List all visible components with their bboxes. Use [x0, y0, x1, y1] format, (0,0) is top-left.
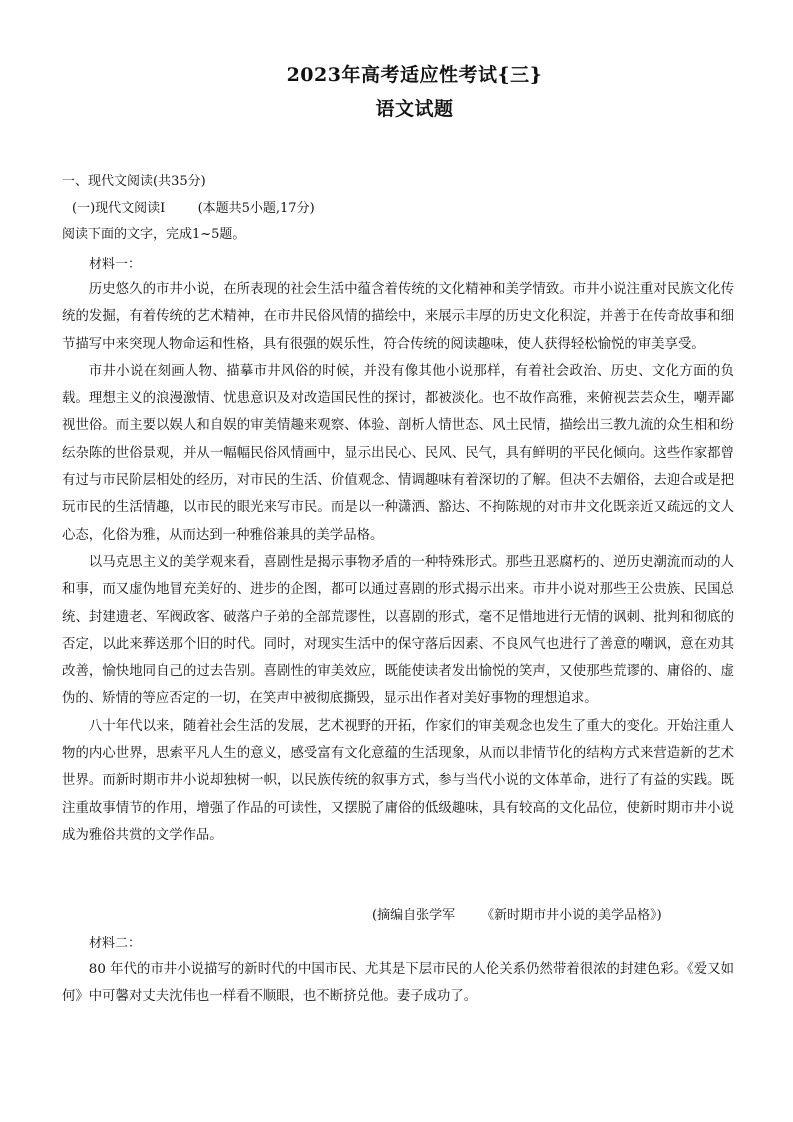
material1-paragraph: 以马克思主义的美学观来看，喜剧性是揭示事物矛盾的一种特殊形式。那些丑恶腐朽的、逆历史潮流而动的人和事，而又虚伪地冒充美好的、进步的企图，都可以通过喜剧的形式揭示出来。市井小说对那些王公贵族、民国总统、封建遗老、军阀政客、破落户子弟的全部荒谬性，以喜剧的形式，毫不足惜地进行无情的讽刺、批判和彻底的否定，以此来葬送那个旧的时代。同时，对现实生活中的保守落后因素、不良风气也进行了善意的嘲讽，意在劝其改善，愉快地同自己的过去告别。喜剧性的审美效应，既能使读者发出愉悦的笑声，又使那些荒谬的、庸俗的、虚伪的、矫情的等应否定的一切，在笑声中被彻底撕毁，显示出作者对美好事物的理想追求。 — [62, 554, 734, 707]
reading-instruction: 阅读下面的文字，完成1~5题。 — [62, 227, 246, 242]
material1-body — [62, 276, 734, 849]
subsection-title: (一)现代文阅读Ⅰ — [72, 201, 166, 216]
material1-paragraph: 历史悠久的市井小说，在所表现的社会生活中蕴含着传统的文化精神和美学情致。市井小说注重对民族文化传统的发掘，有着传统的艺术精神，在市井民俗风情的描绘中，来展示丰厚的历史文化积淀，并善于在传奇故事和细节描写中来突现人物命运和性格，具有很强的娱乐性，符合传统的阅读趣味，使人获得轻松愉悦的审美享受。 — [62, 282, 734, 352]
subsection-heading — [72, 197, 315, 216]
subsection-note: (本题共5小题,17分) — [197, 201, 315, 216]
material1-source — [372, 904, 662, 923]
exam-title: 2023年高考适应性考试{三} — [286, 64, 543, 86]
material1-label: 材料一： — [89, 257, 142, 272]
material2-paragraph: 80 年代的市井小说描写的新时代的中国市民、尤其是下层市民的人伦关系仍然带着很浓的封建色彩。《爱又如何》中可馨对丈夫沈伟也一样看不顺眼，也不断挤兑他。妻子成功了。 — [62, 962, 734, 1005]
material2-label: 材料二： — [89, 936, 142, 951]
material1-paragraph: 八十年代以来，随着社会生活的发展，艺术视野的开拓，作家们的审美观念也发生了重大的变化。开始注重人物的内心世界，思索平凡人生的意义，感受富有文化意蕴的生活现象，从而以非情节化的结构方式来营造新的艺术世界。而新时期市井小说却独树一帜，以民族传统的叙事方式，参与当代小说的文体革命，进行了有益的实践。既注重故事情节的作用，增强了作品的可读性，又摆脱了庸俗的低级趣味，具有较高的文化品位，使新时期市井小说成为雅俗共赏的文学作品。 — [62, 718, 734, 843]
source-author: (摘编自张学军 — [372, 908, 456, 923]
material1-paragraph: 市井小说在刻画人物、描摹市井风俗的时候，并没有像其他小说那样，有着社会政治、历史、文化方面的负载。理想主义的浪漫激情、忧患意识及对改造国民性的探讨，都被淡化。也不故作高雅，来俯视芸芸众生，嘲弄鄙视世俗。而主要以娱人和自娱的审美情趣来观察、体验、剖析人情世态、风土民情，描绘出三教九流的众生相和纷纭杂陈的世俗景观，并从一幅幅民俗风情画中，显示出民心、民风、民气，具有鲜明的平民化倾向。这些作家都曾有过与市民阶层相处的经历，对市民的生活、价值观念、情调趣味有着深切的了解。但决不去媚俗，去迎合或是把玩市民的生活情趣，以市民的眼光来写市民。而是以一种潇洒、豁达、不拘陈规的对市井文化既亲近又疏远的文人心态，化俗为雅，从而达到一种雅俗兼具的美学品格。 — [62, 363, 734, 543]
source-title: 《新时期市井小说的美学品格》) — [481, 908, 662, 923]
exam-subject: 语文试题 — [375, 98, 454, 120]
material2-body — [62, 956, 734, 1011]
section-heading: 一、现代文阅读(共35分) — [62, 174, 206, 189]
